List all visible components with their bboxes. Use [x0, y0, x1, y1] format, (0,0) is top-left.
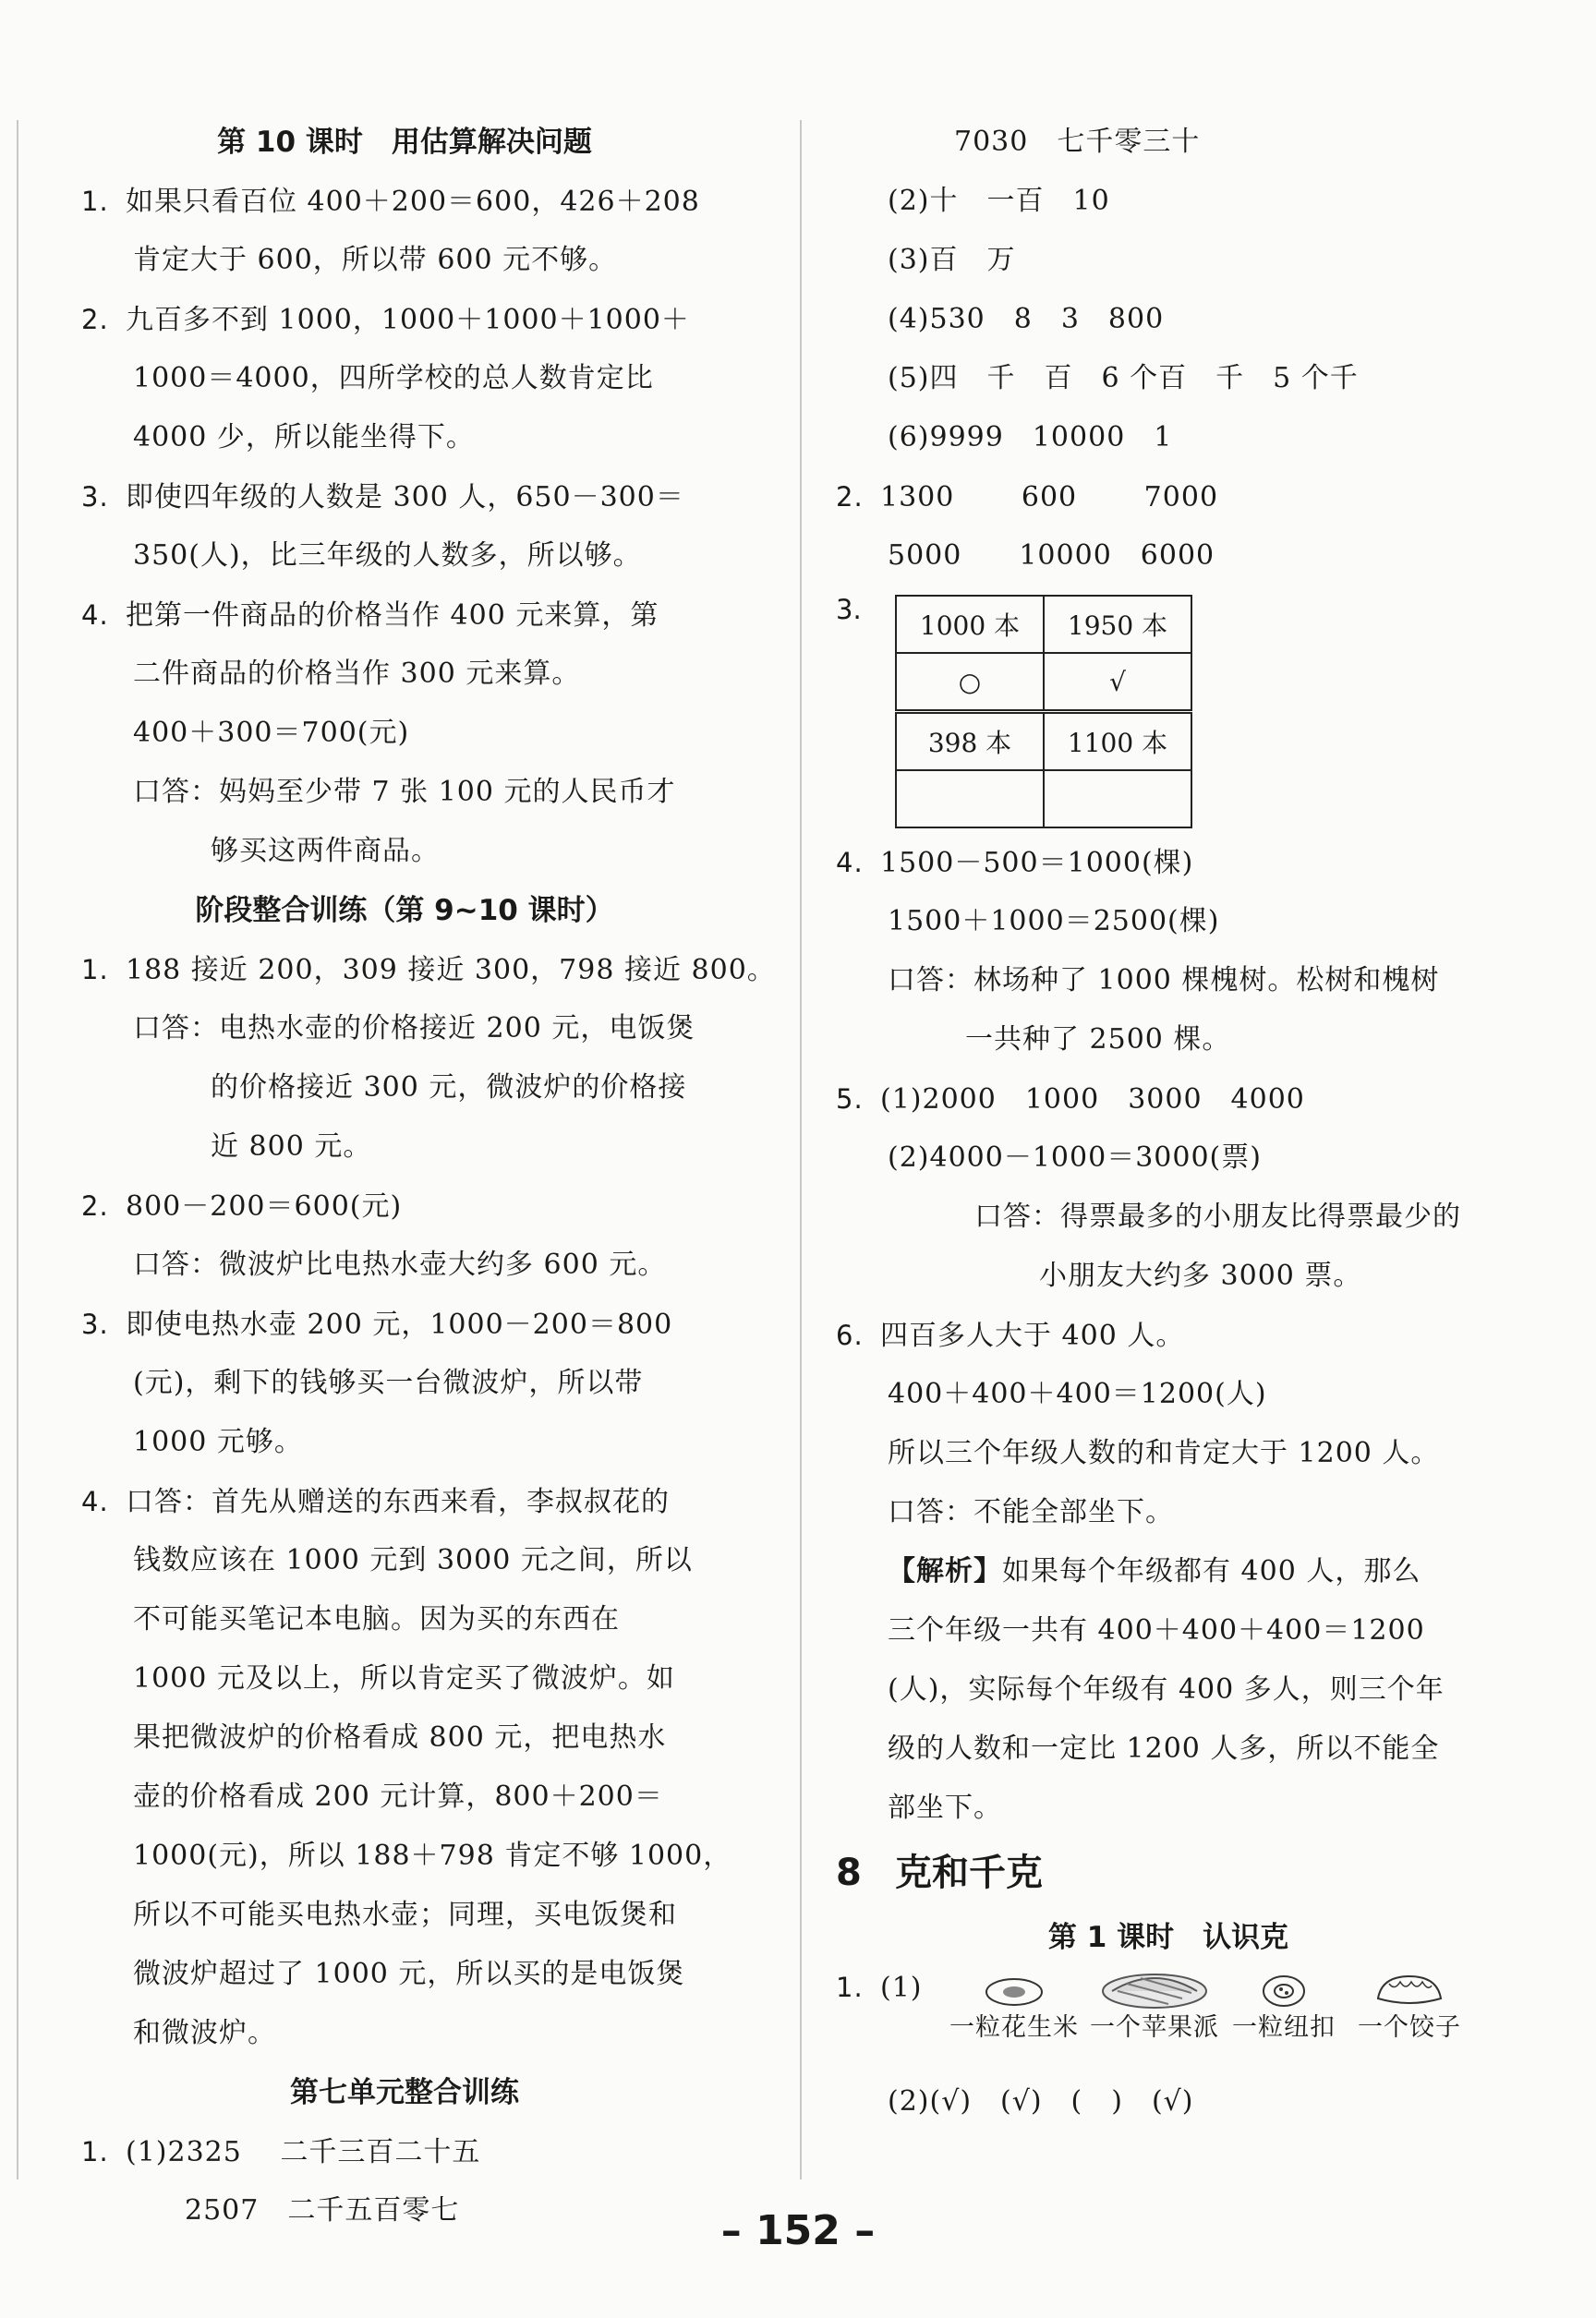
- answer-text: 800－200＝600(元): [126, 1190, 403, 1223]
- answer-text: 和微波炉。: [133, 2017, 276, 2049]
- answer-text: 钱数应该在 1000 元到 3000 元之间，所以: [133, 1544, 693, 1576]
- answer-text: 壶的价格看成 200 元计算，800＋200＝: [133, 1781, 663, 1813]
- answer-text: (2)十 一百 10: [888, 185, 1110, 217]
- answer-text: 微波炉超过了 1000 元，所以买的是电饭煲: [133, 1958, 685, 1990]
- answer-text: 所以不可能买电热水壶；同理，买电饭煲和: [133, 1899, 677, 1931]
- answer-text: (5)四 千 百 6 个百 千 5 个千: [888, 362, 1359, 394]
- answer-text: 肯定大于 600，所以带 600 元不够。: [133, 244, 618, 276]
- item-number: 2.: [81, 304, 109, 335]
- answer-text: 1300 600 7000: [880, 481, 1219, 513]
- answer-text: 1000 元及以上，所以肯定买了微波炉。如: [133, 1662, 675, 1695]
- answer-text: (6)9999 10000 1: [888, 421, 1173, 453]
- chapter-title: 克和千克: [895, 1852, 1043, 1894]
- list-item: [836, 1069, 1501, 1129]
- item-number: 4.: [81, 1486, 109, 1517]
- answer-text: 所以三个年级人数的和肯定大于 1200 人。: [888, 1437, 1440, 1469]
- oral-answer: 小朋友大约多 3000 票。: [1039, 1260, 1362, 1292]
- table-cell: 1950 本: [1044, 596, 1191, 653]
- list-item: [81, 1177, 728, 1236]
- list-item: [81, 1295, 728, 1354]
- analysis-text: [836, 1542, 1501, 1601]
- answer-text: 5000 10000 6000: [888, 539, 1215, 572]
- oral-answer: 口答：首先从赠送的东西来看，李叔叔花的: [126, 1486, 670, 1518]
- answer-text: 九百多不到 1000，1000＋1000＋1000＋: [126, 304, 690, 336]
- item-number: 1.: [81, 954, 109, 985]
- picture-caption: 一粒花生米: [949, 2013, 1079, 2042]
- analysis-label: 【解析】: [888, 1555, 1002, 1588]
- answer-text: (2)4000－1000＝3000(票): [888, 1141, 1262, 1174]
- oral-answer: 口答：不能全部坐下。: [888, 1496, 1174, 1528]
- answer-text: 如果只看百位 400＋200＝600，426＋208: [126, 186, 700, 218]
- answer-text: 4000 少，所以能坐得下。: [133, 421, 475, 453]
- answer-text: 188 接近 200，309 接近 300，798 接近 800。: [126, 954, 776, 986]
- list-item: [81, 586, 728, 645]
- section-heading-lesson-10: 第 10 课时 用估算解决问题: [217, 126, 592, 159]
- answer-text: 即使电热水壶 200 元，1000－200＝800: [126, 1309, 673, 1341]
- analysis-text: 三个年级一共有 400＋400＋400＝1200: [888, 1614, 1425, 1647]
- answer-text: 二件商品的价格当作 300 元来算。: [133, 658, 581, 690]
- answer-text: (1)2000 1000 3000 4000: [880, 1083, 1305, 1116]
- list-item: [836, 467, 1501, 526]
- list-item: [81, 290, 728, 349]
- item-number: 2.: [81, 1190, 109, 1222]
- section-heading-stage-training: 阶段整合训练（第 9~10 课时）: [195, 894, 614, 927]
- table-cell: 1000 本: [896, 596, 1044, 653]
- answer-text: 四百多人大于 400 人。: [880, 1320, 1185, 1352]
- analysis-body: 如果每个年级都有 400 人，那么: [1002, 1555, 1421, 1588]
- list-item: [81, 940, 776, 999]
- answer-text: 1000 元够。: [133, 1426, 303, 1458]
- list-item: [836, 833, 1501, 892]
- oral-answer: 口答：妈妈至少带 7 张 100 元的人民币才: [133, 776, 676, 808]
- dumpling-picture: [1331, 1971, 1488, 2046]
- peanut-icon: [982, 1971, 1046, 2010]
- table-cell: [896, 770, 1044, 827]
- item-number: 1.: [81, 2136, 109, 2167]
- answer-text: 不可能买笔记本电脑。因为买的东西在: [133, 1603, 620, 1636]
- answer-text: (4)530 8 3 800: [888, 303, 1165, 335]
- item-number: 4.: [81, 599, 109, 631]
- answer-text: 350(人)，比三年级的人数多，所以够。: [133, 539, 642, 572]
- item-number: 6.: [836, 1320, 864, 1351]
- oral-answer: 够买这两件商品。: [211, 835, 440, 867]
- analysis-text: (人)，实际每个年级有 400 多人，则三个年: [888, 1673, 1445, 1706]
- table-cell: ○: [896, 653, 1044, 712]
- item-number: 3.: [81, 1309, 109, 1340]
- oral-answer: 的价格接近 300 元，微波炉的价格接: [211, 1071, 687, 1104]
- analysis-text: 部坐下。: [888, 1792, 1002, 1824]
- list-item: [81, 2122, 728, 2181]
- analysis-text: 级的人数和一定比 1200 人多，所以不能全: [888, 1732, 1440, 1765]
- answer-text: (1): [880, 1972, 923, 2004]
- list-item: [836, 1306, 1501, 1365]
- lesson-heading: 第 1 课时 认识克: [1047, 1921, 1289, 1954]
- oral-answer: 口答：林场种了 1000 棵槐树。松树和槐树: [888, 964, 1440, 996]
- right-column: [836, 113, 1501, 2131]
- chapter-heading: [836, 1838, 1501, 1908]
- picture-row: [836, 1971, 1501, 2072]
- answer-text: 400＋400＋400＝1200(人): [888, 1378, 1267, 1410]
- item-number: 4.: [836, 847, 864, 878]
- picture-caption: 一粒纽扣: [1232, 2013, 1336, 2042]
- answer-text: 把第一件商品的价格当作 400 元来算，第: [126, 599, 659, 632]
- oral-answer: 口答：电热水壶的价格接近 200 元，电饭煲: [133, 1012, 695, 1044]
- chapter-number: 8: [836, 1852, 862, 1894]
- dumpling-icon: [1372, 1971, 1446, 2010]
- item-number: 2.: [836, 481, 864, 513]
- list-item: [836, 586, 1501, 833]
- answer-text: 1000＝4000，四所学校的总人数肯定比: [133, 362, 654, 394]
- oral-answer: 一共种了 2500 棵。: [965, 1023, 1231, 1056]
- picture-caption: 一个饺子: [1358, 2013, 1461, 2042]
- table-cell: 398 本: [896, 712, 1044, 771]
- list-item: [81, 467, 728, 526]
- apple-pie-icon: [1099, 1971, 1210, 2010]
- section-heading-unit-7: 第七单元整合训练: [290, 2076, 519, 2109]
- answer-text: 1500－500＝1000(棵): [880, 847, 1194, 879]
- table-cell: 1100 本: [1044, 712, 1191, 771]
- table-cell: √: [1044, 653, 1191, 712]
- page-number: – 152 –: [720, 2207, 876, 2254]
- list-item: [81, 1472, 728, 1531]
- left-column: [81, 113, 776, 2240]
- list-item: [81, 172, 728, 231]
- peanut-picture: [936, 1971, 1093, 2046]
- answer-text: 果把微波炉的价格看成 800 元，把电热水: [133, 1721, 667, 1754]
- item-number: 1.: [836, 1972, 864, 2003]
- answer-text: (2)(√) (√) ( ) (√): [888, 2085, 1194, 2118]
- answer-text: 400＋300＝700(元): [133, 717, 410, 749]
- oral-answer: 近 800 元。: [211, 1130, 372, 1163]
- answer-text: 2507 二千五百零七: [185, 2194, 460, 2227]
- answer-text: (3)百 万: [888, 244, 1016, 276]
- item-number: 5.: [836, 1083, 864, 1115]
- answer-text: 1500＋1000＝2500(棵): [888, 905, 1220, 937]
- answer-text: 7030 七千零三十: [954, 126, 1201, 158]
- answer-text: (元)，剩下的钱够买一台微波炉，所以带: [133, 1367, 644, 1399]
- oral-answer: 口答：得票最多的小朋友比得票最少的: [974, 1201, 1461, 1233]
- picture-caption: 一个苹果派: [1090, 2013, 1219, 2042]
- button-icon: [1256, 1971, 1312, 2010]
- left-margin-line: [17, 120, 18, 2179]
- oral-answer: 口答：微波炉比电热水壶大约多 600 元。: [133, 1249, 667, 1281]
- answer-table: [895, 595, 1192, 828]
- column-divider: [800, 120, 802, 2179]
- answer-text: 1000(元)，所以 188＋798 肯定不够 1000，: [133, 1840, 732, 1872]
- item-number: 3.: [836, 594, 862, 625]
- table-cell: [1044, 770, 1191, 827]
- answer-text: (1)2325 二千三百二十五: [126, 2136, 481, 2168]
- answer-text: 即使四年级的人数是 300 人，650－300＝: [126, 481, 684, 513]
- item-number: 1.: [81, 186, 109, 217]
- item-number: 3.: [81, 481, 109, 513]
